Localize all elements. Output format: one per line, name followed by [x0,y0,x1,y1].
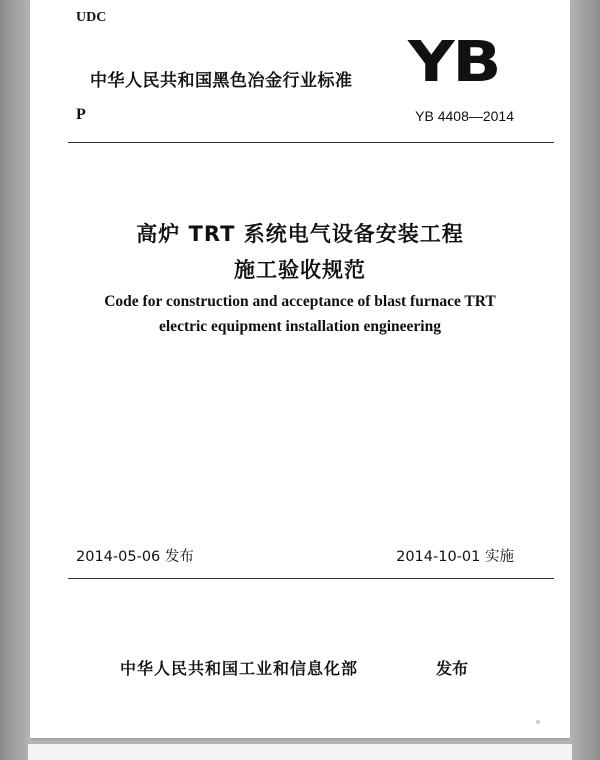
publisher-action: 发布 [436,659,469,678]
standard-number: YB 4408—2014 [415,108,514,124]
next-page-edge [28,744,572,760]
top-divider [68,142,554,143]
issue-date: 2014-05-06 发布 [76,549,194,565]
udc-label: UDC [76,10,107,25]
effective-date: 2014-10-01 实施 [396,549,514,565]
title-english-line1: Code for construction and acceptance of blast furnace TRT [104,293,496,310]
category-code: P [76,106,86,123]
yb-logo: YB [408,30,500,95]
scan-mark [536,720,540,724]
title-chinese-line1: 高炉 TRT 系统电气设备安装工程 [136,222,464,246]
title-chinese-line2: 施工验收规范 [234,258,366,282]
title-english-line2: electric equipment installation engineering [159,318,441,335]
industry-standard-title: 中华人民共和国黑色冶金行业标准 [90,71,353,91]
bottom-divider [68,578,554,579]
document-cover [30,0,570,738]
publisher-name: 中华人民共和国工业和信息化部 [120,659,359,678]
